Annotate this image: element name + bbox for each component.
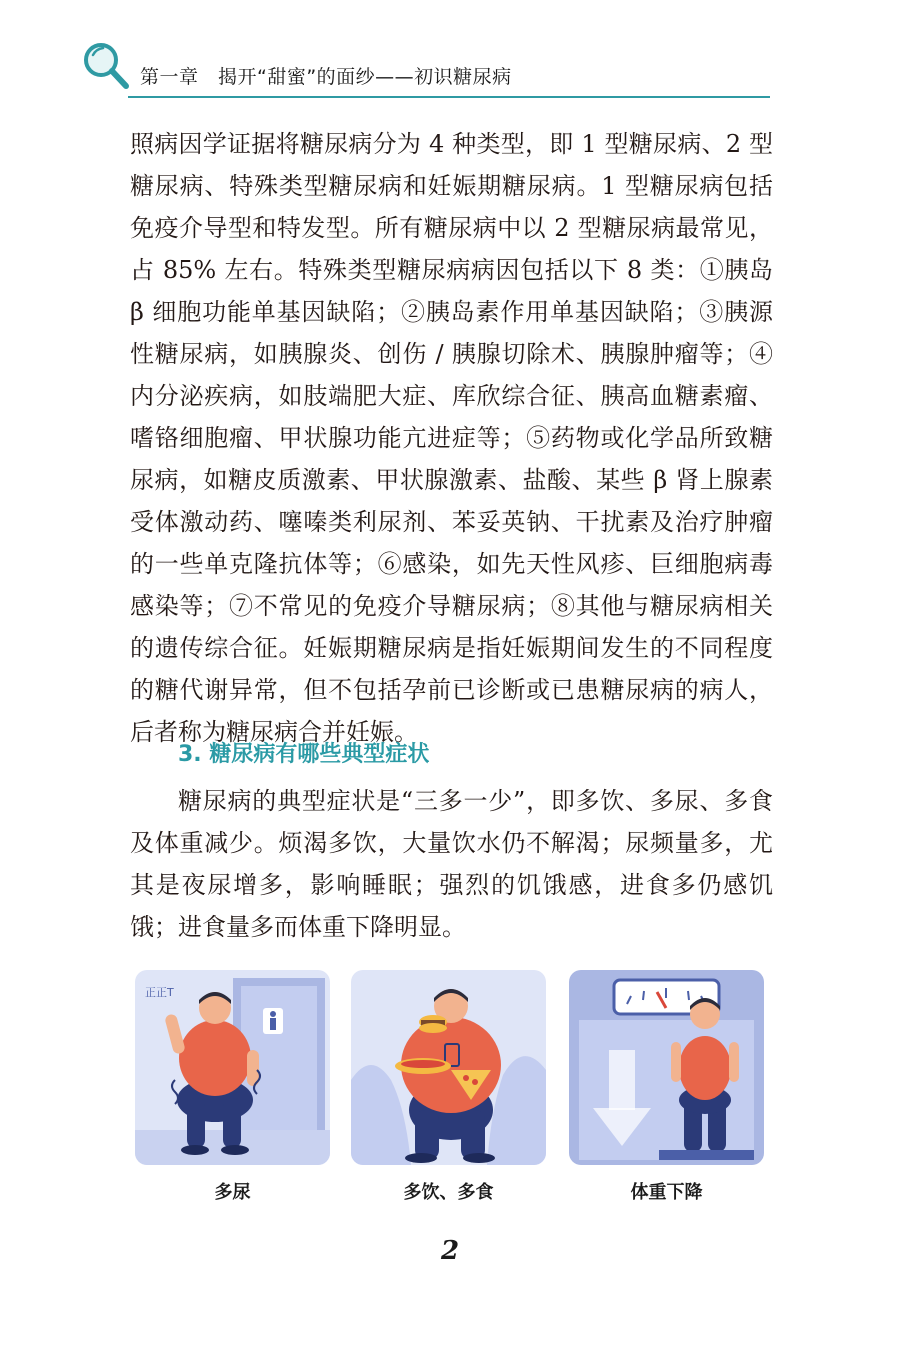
- magnifier-icon: [78, 38, 136, 96]
- toilet-man-icon: [135, 970, 330, 1165]
- page-number: 2: [440, 1236, 460, 1266]
- body-paragraph: 照病因学证据将糖尿病分为 4 种类型，即 1 型糖尿病、2 型糖尿病、特殊类型糖尿病和妊娠期糖尿病。1 型糖尿病包括免疫介导型和特发型。所有糖尿病中以 2 型糖尿病最常见，占 85% 左右。特殊类型糖尿病病因包括以下 8 类：①胰岛 β 细胞功能单基因缺陷；②胰岛素作用单基因缺陷；③胰源性糖尿病，如胰腺炎、创伤 / 胰腺切除术、胰腺肿瘤等；④内分泌疾病，如肢端肥大症、库欣综合征、胰高血糖素瘤、嗜铬细胞瘤、甲状腺功能亢进症等；⑤药物或化学品所致糖尿病，如糖皮质激素、甲状腺激素、盐酸、某些 β 肾上腺素受体激动药、噻嗪类利尿剂、苯妥英钠、干扰素及治疗肿瘤的一些单克隆抗体等；⑥感染，如先天性风疹、巨细胞病毒感染等；⑦不常见的免疫介导糖尿病；⑧其他与糖尿病相关的遗传综合征。妊娠期糖尿病是指妊娠期间发生的不同程度的糖代谢异常，但不包括孕前已诊断或已患糖尿病的病人，后者称为糖尿病合并妊娠。: [130, 130, 773, 746]
- figure-polyuria: [135, 970, 330, 1165]
- figure-caption-polyuria: 多尿: [214, 1182, 251, 1203]
- running-header: [0, 0, 900, 110]
- figure-caption-weight-loss: 体重下降: [630, 1182, 703, 1203]
- figure-caption-polyphagia: 多饮、多食: [403, 1182, 494, 1203]
- figure-polyphagia: [351, 970, 546, 1165]
- scale-man-icon: [569, 970, 764, 1165]
- chapter-title: 第一章 揭开“甜蜜”的面纱——初识糖尿病: [140, 66, 512, 88]
- section-heading: 3. 糖尿病有哪些典型症状: [178, 742, 430, 767]
- header-divider: [128, 96, 770, 98]
- tally-doodle: 正正T: [145, 986, 174, 999]
- section-paragraph: 糖尿病的典型症状是“三多一少”，即多饮、多尿、多食及体重减少。烦渴多饮，大量饮水仍不解渴；尿频量多，尤其是夜尿增多，影响睡眠；强烈的饥饿感，进食多仍感饥饿；进食量多而体重下降明显。: [130, 787, 773, 941]
- eating-man-icon: [351, 970, 546, 1165]
- figure-weight-loss: [569, 970, 764, 1165]
